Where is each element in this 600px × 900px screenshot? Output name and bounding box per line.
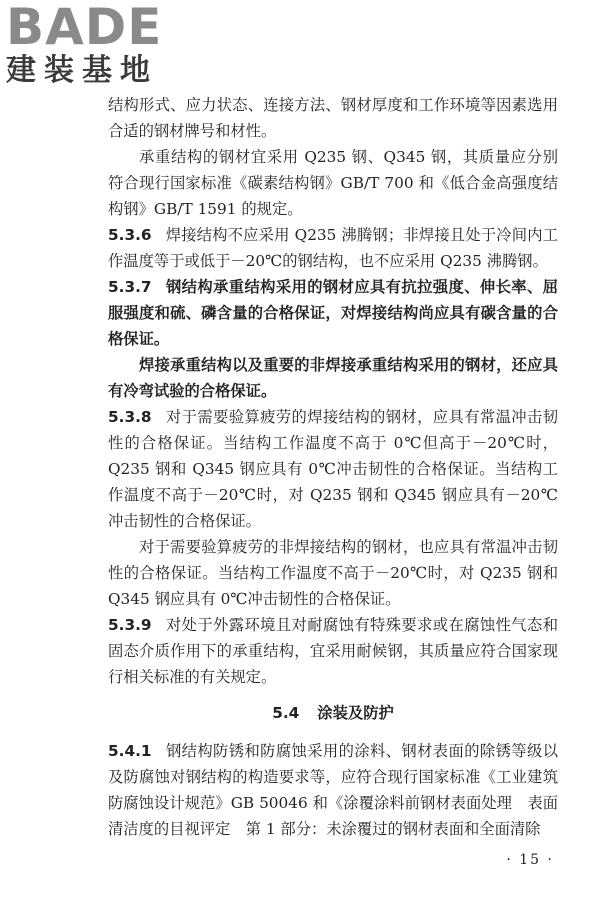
section-heading-5-4 — [108, 700, 558, 726]
clause-number: 5.3.9 — [108, 616, 152, 634]
logo-subtitle: 建装基地 — [6, 53, 158, 88]
logo-wordmark: BADE — [6, 0, 163, 56]
paragraph-steel-grades: 承重结构的钢材宜采用 Q235 钢、Q345 钢，其质量应分别符合现行国家标准《碳素结构钢》GB/T 700 和《低合金高强度结构钢》GB/T 1591 的规定。 — [108, 148, 558, 218]
clause-number: 5.3.6 — [108, 226, 152, 244]
clause-5-3-8-continued: 对于需要验算疲劳的非焊接结构的钢材，也应具有常温冲击韧性的合格保证。当结构工作温度不高于－20℃时，对 Q235 钢和 Q345 钢应具有 0℃冲击韧性的合格保证。 — [108, 538, 558, 608]
clause-5-3-7-continued: 焊接承重结构以及重要的非焊接承重结构采用的钢材，还应具有冷弯试验的合格保证。 — [108, 356, 558, 400]
clause-number: 5.4.1 — [108, 742, 152, 760]
clause-text: 钢结构防锈和防腐蚀采用的涂料、钢材表面的除锈等级以及防腐蚀对钢结构的构造要求等，应符合现行国家标准《工业建筑防腐蚀设计规范》GB 50046 和《涂覆涂料前钢材表面处理 表面清洁度的目视评定 第 1 部分：未涂覆过的钢材表面和全面清除 — [108, 742, 558, 838]
section-title: 涂装及防护 — [317, 704, 394, 722]
clause-5-3-7 — [108, 274, 558, 352]
clause-text: 对处于外露环境且对耐腐蚀有特殊要求或在腐蚀性气态和固态介质作用下的承重结构，宜采用耐候钢，其质量应符合国家现行相关标准的有关规定。 — [108, 616, 558, 686]
clause-text: 焊接结构不应采用 Q235 沸腾钢；非焊接且处于冷间内工作温度等于或低于－20℃的钢结构，也不应采用 Q235 沸腾钢。 — [108, 226, 558, 270]
clause-5-4-1 — [108, 738, 558, 842]
bade-logo — [6, 2, 186, 94]
clause-number: 5.3.7 — [108, 278, 152, 296]
paragraph-continued: 结构形式、应力状态、连接方法、钢材厚度和工作环境等因素选用合适的钢材牌号和材性。 — [108, 96, 558, 140]
clause-5-3-6 — [108, 222, 558, 274]
clause-text: 钢结构承重结构采用的钢材应具有抗拉强度、伸长率、屈服强度和硫、磷含量的合格保证，对焊接结构尚应具有碳含量的合格保证。 — [108, 278, 558, 348]
section-number: 5.4 — [272, 704, 300, 722]
document-body — [108, 92, 558, 842]
clause-5-3-9 — [108, 612, 558, 690]
clause-5-3-8 — [108, 404, 558, 534]
page-number: · 15 · — [506, 852, 554, 868]
clause-number: 5.3.8 — [108, 408, 152, 426]
clause-text: 对于需要验算疲劳的焊接结构的钢材，应具有常温冲击韧性的合格保证。当结构工作温度不高于 0℃但高于－20℃时，Q235 钢和 Q345 钢应具有 0℃冲击韧性的合格保证。当结构工作温度不高于－20℃时，对 Q235 钢和 Q345 钢应具有－20℃冲击韧性的合格保证。 — [108, 408, 558, 530]
